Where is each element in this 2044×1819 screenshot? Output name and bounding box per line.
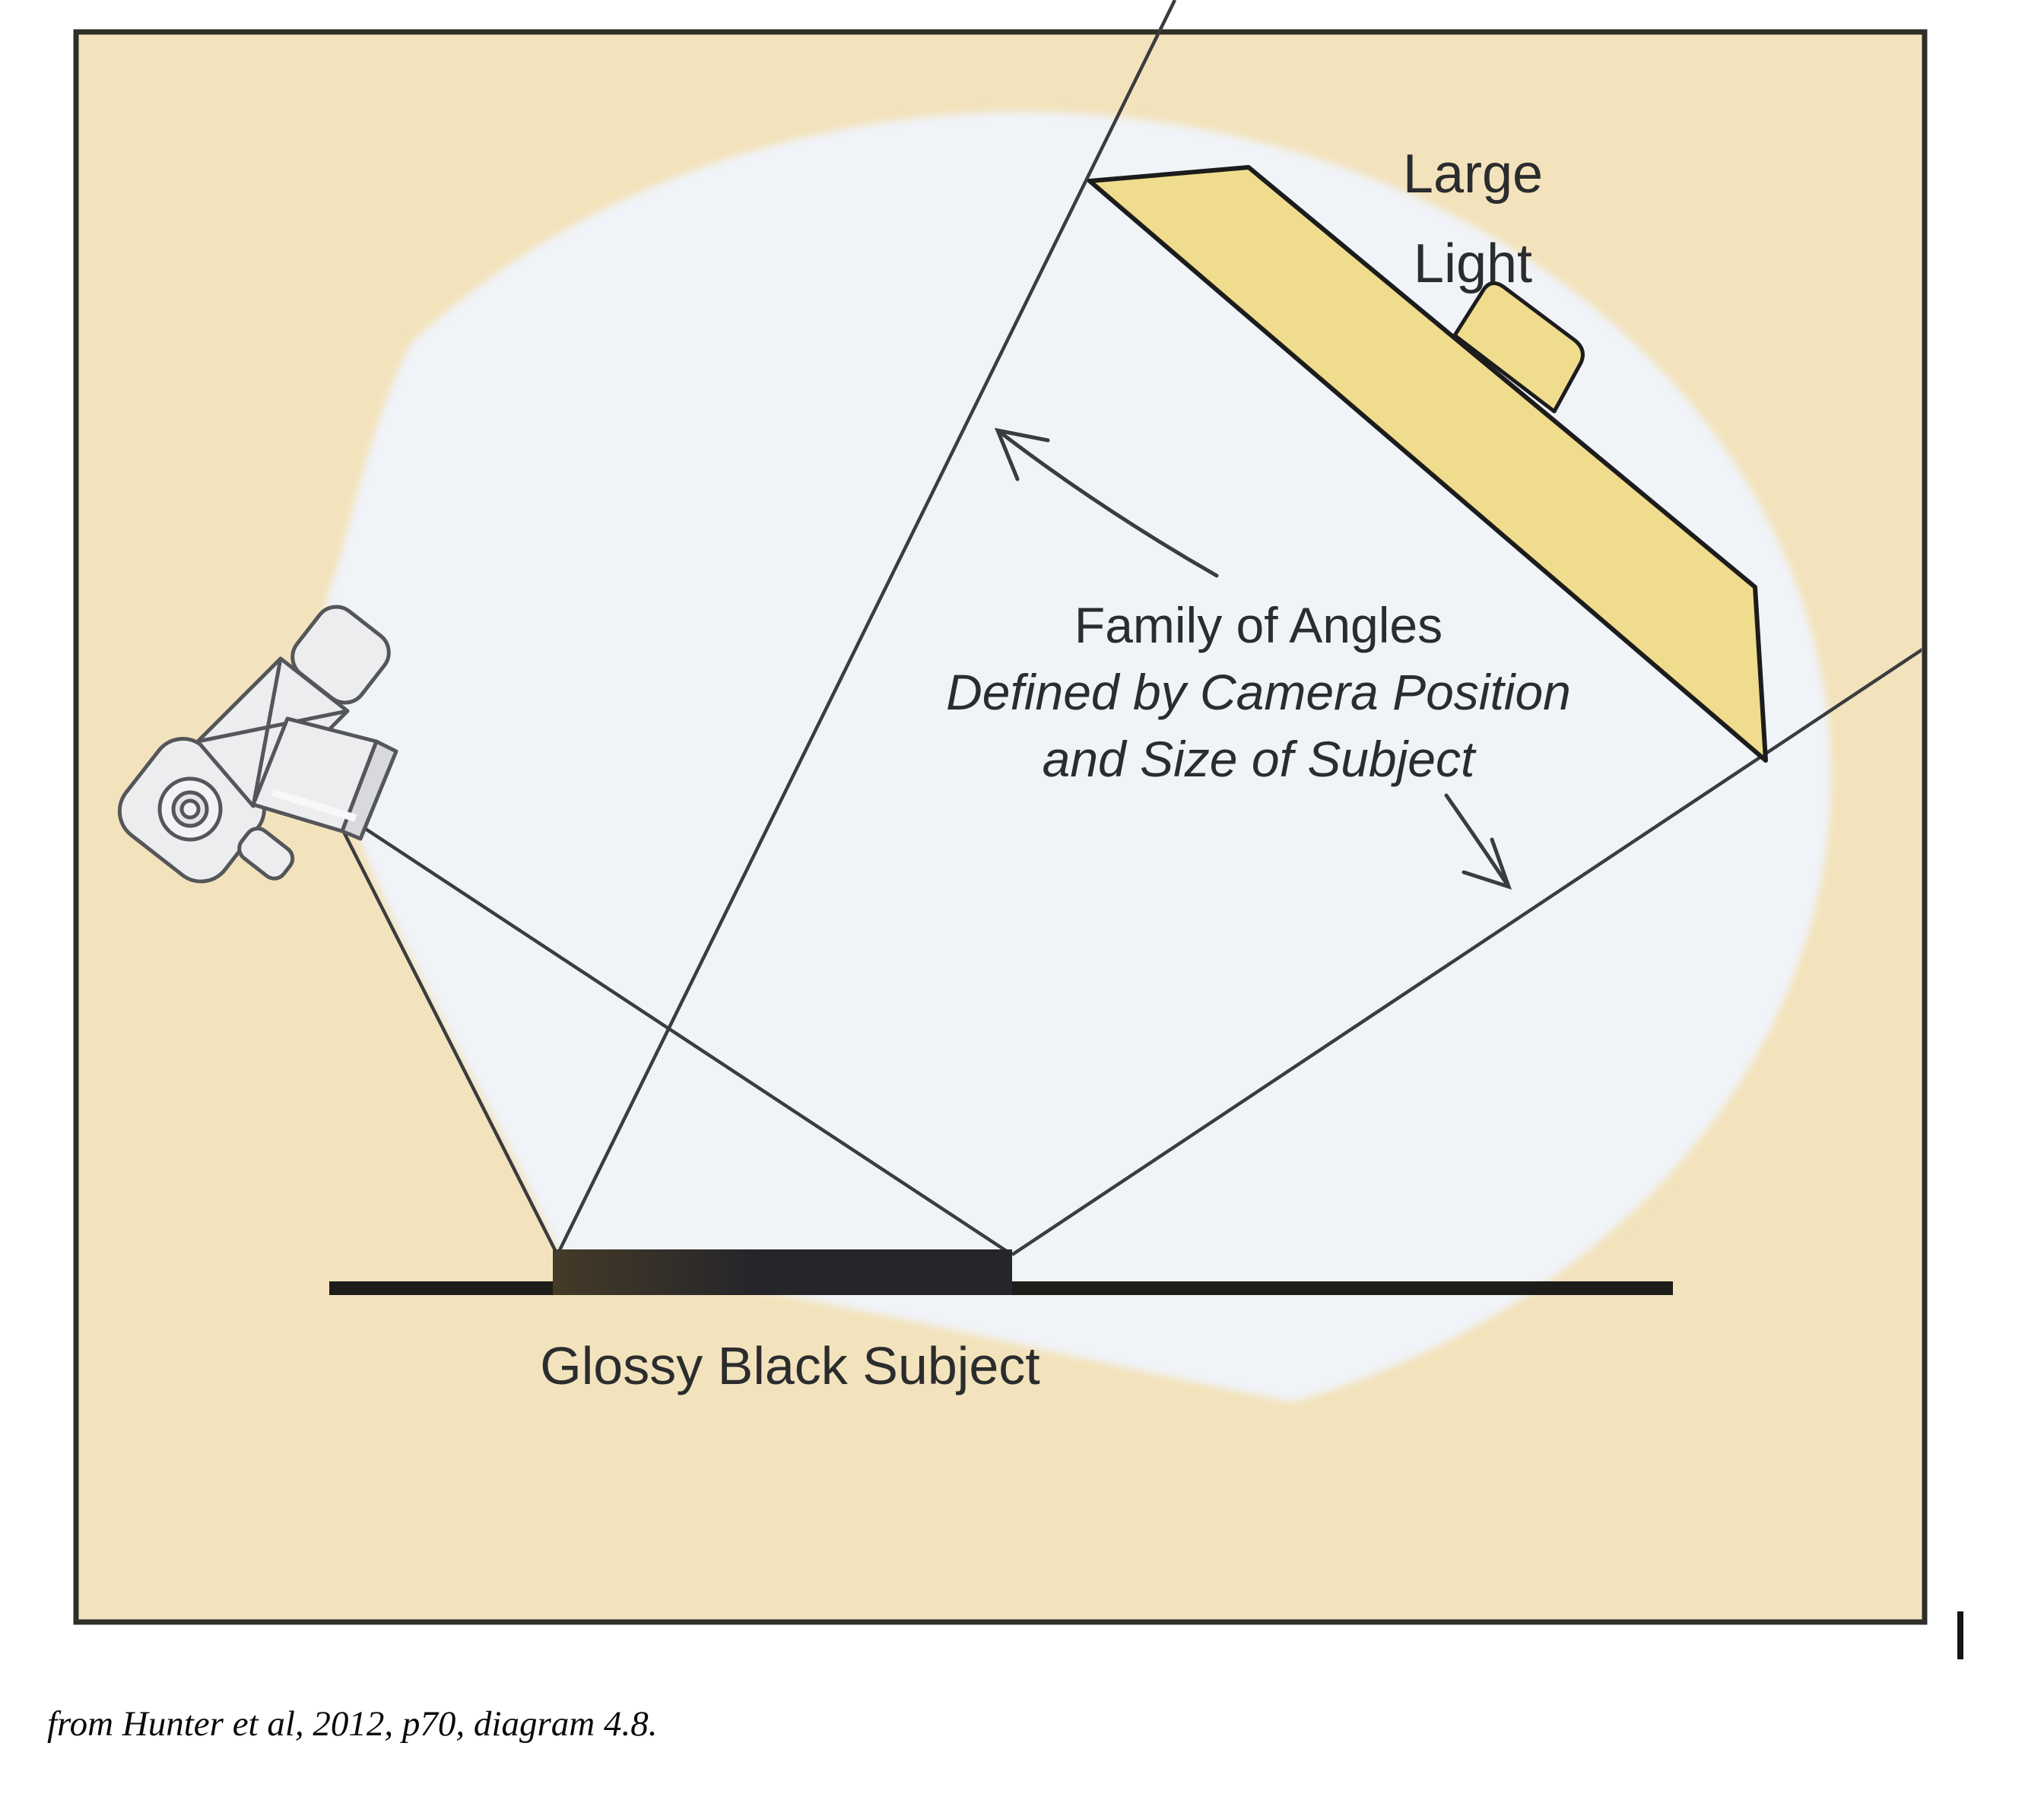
large-light-label-line2: Light xyxy=(1413,233,1533,294)
glossy-black-subject-label: Glossy Black Subject xyxy=(540,1336,1040,1395)
family-label-line2: Defined by Camera Position xyxy=(946,664,1571,720)
family-label-line3: and Size of Subject xyxy=(1042,731,1475,787)
family-of-angles-label xyxy=(946,592,1571,792)
lens-ring-inner xyxy=(182,801,198,817)
figure-caption: from Hunter et al, 2012, p70, diagram 4.8. xyxy=(47,1704,658,1744)
glossy-black-subject-bar xyxy=(553,1249,1012,1295)
large-light-label xyxy=(1403,129,1543,309)
large-light-label-line1: Large xyxy=(1402,144,1544,205)
family-label-line1: Family of Angles xyxy=(1074,597,1443,653)
